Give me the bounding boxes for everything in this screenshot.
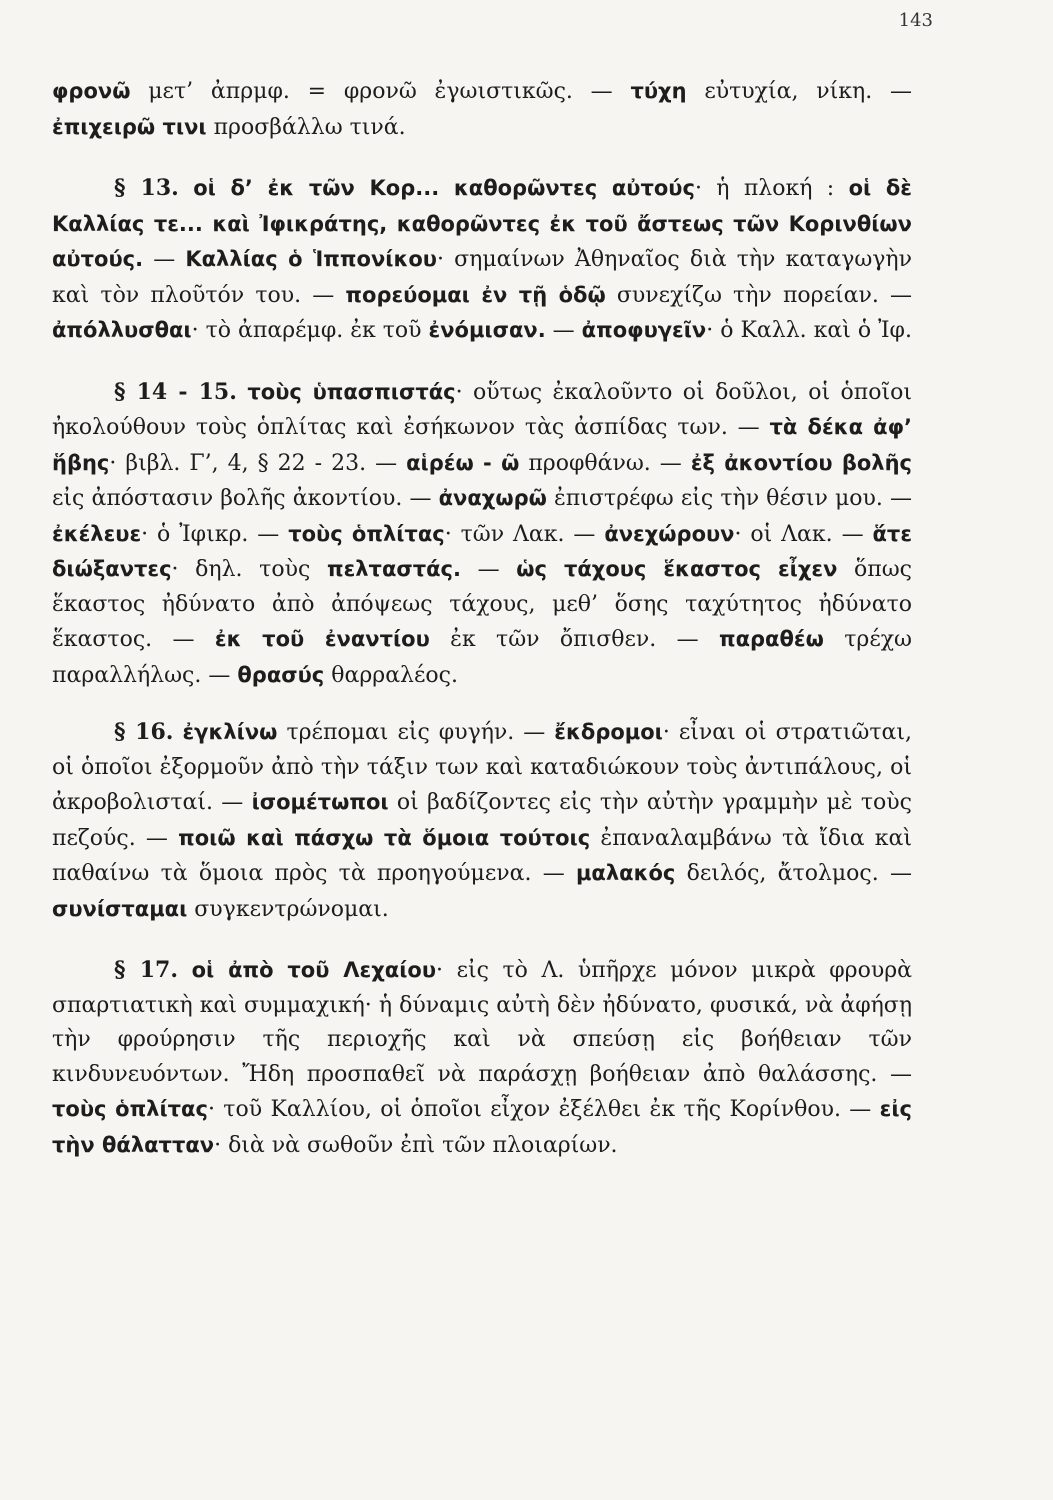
section-number: § 17. <box>114 957 179 983</box>
lemma-term: οἱ δὲ Καλλίας τε... καὶ Ἰφικράτης, καθορῶντες ἐκ τοῦ ἄστεως τῶν Κορινθίων αὐτούς. <box>52 176 912 271</box>
lemma-term: θρασύς <box>237 662 325 687</box>
gloss-text: · ὁ Ἰφικρ. — <box>141 521 289 547</box>
lemma-term: ἐκέλευε <box>52 521 142 546</box>
lemma-term: τοὺς ὁπλίτας <box>52 1097 208 1121</box>
gloss-text: · οἱ Λακ. — <box>734 521 873 547</box>
lemma-term: ἅτε διώξαντες <box>52 521 913 581</box>
lemma-term: τὰ δέκα ἀφ’ ἥβης <box>52 415 912 475</box>
lemma-term: ἀνεχώρουν <box>604 521 735 546</box>
gloss-text: μετ’ ἀπρμφ. = φρονῶ ἐγωιστικῶς. — <box>130 79 631 104</box>
lemma-term: οἱ ἀπὸ τοῦ Λεχαίου <box>191 958 437 982</box>
gloss-text: εἰς ἀπόστασιν βολῆς ἀκοντίου. — <box>52 486 439 511</box>
lemma-term: ἐπιχειρῶ τινι <box>52 114 207 139</box>
gloss-text: τρέπομαι εἰς φυγήν. — <box>277 720 555 745</box>
gloss-text: · σημαίνων Ἀθηναῖος διὰ τὴν καταγωγὴν καὶ τὸν πλοῦτόν του. — <box>52 247 912 308</box>
gloss-text: · οὕτως ἐκαλοῦντο οἱ δοῦλοι, οἱ ὁποῖοι ἠκολούθουν τοὺς ὁπλίτας καὶ ἐσήκωνον τὰς ἀσπίδας των. — <box>52 379 912 440</box>
gloss-text: ὅπως ἕκαστος ἠδύνατο ἀπὸ ἀπόψεως τάχους, μεθ’ ὅσης ταχύτητος ἠδύνατο ἕκαστος. — <box>52 557 912 652</box>
gloss-text: συγκεντρώνομαι. <box>187 896 389 922</box>
lemma-term: φρονῶ <box>52 79 131 103</box>
page-body <box>52 74 912 1163</box>
lemma-term: ἐκ τοῦ ἐναντίου <box>214 627 430 651</box>
gloss-text: οἱ βαδίζοντες εἰς τὴν αὐτὴν γραμμὴν μὲ τοὺς πεζούς. — <box>52 790 913 851</box>
gloss-text: προσβάλλω τινά. <box>206 114 406 140</box>
lemma-term: οἱ δ’ ἐκ τῶν Κορ... καθορῶντες αὐτούς <box>193 176 695 200</box>
gloss-text: · τῶν Λακ. — <box>444 521 605 547</box>
paragraph-14-15 <box>52 375 912 694</box>
gloss-text: · βιβλ. Γ’, 4, § 22 - 23. — <box>109 450 407 476</box>
lemma-term: Καλλίας ὁ Ἱππονίκου <box>185 247 437 271</box>
lemma-term: τύχη <box>630 79 687 103</box>
gloss-text: · ἡ πλοκή : <box>694 176 849 201</box>
lemma-term: ποιῶ καὶ πάσχω τὰ ὅμοια τούτοις <box>178 825 591 850</box>
gloss-text: τρέχω παραλλήλως. — <box>52 627 912 688</box>
lemma-term: μαλακός <box>575 861 676 885</box>
gloss-text: · διὰ νὰ σωθοῦν ἐπὶ τῶν πλοιαρίων. <box>214 1132 618 1158</box>
section-number: § 16. <box>114 719 174 745</box>
paragraph-13 <box>52 171 912 349</box>
lemma-term: ἐξ ἀκοντίου βολῆς <box>690 450 912 475</box>
gloss-text: εὐτυχία, νίκη. — <box>686 79 912 104</box>
lemma-term: τοὺς ὁπλίτας <box>288 521 445 546</box>
lemma-term: παραθέω <box>718 627 824 651</box>
lemma-term: ὡς τάχους ἕκαστος εἶχεν <box>516 557 838 581</box>
section-number: § 13. <box>114 175 179 201</box>
lemma-term: ἐνόμισαν. <box>428 318 546 342</box>
gloss-text: · ὁ Καλλ. καὶ ὁ Ἰφ. <box>706 318 912 343</box>
gloss-text: — <box>460 557 517 582</box>
gloss-text: · εἶναι οἱ στρατιῶται, οἱ ὁποῖοι ἐξορμοῦν ἀπὸ τὴν τάξιν των καὶ καταδιώκουν τοὺς ἀντιπάλους, οἱ ἀκροβολισταί. — <box>52 720 912 815</box>
gloss-text: · εἰς τὸ Λ. ὑπῆρχε μόνον μικρὰ φρουρὰ σπαρτιατικὴ καὶ συμμαχική· ἡ δύναμις αὐτὴ δὲν ἠδύνατο, φυσικά, νὰ ἀφήσῃ τὴν φρούρησιν τῆς περιοχῆς καὶ νὰ σπεύσῃ εἰς βοήθειαν τῶν κινδυνευόντων. Ἤδη προσπαθεῖ νὰ παράσχῃ βοήθειαν ἀπὸ θαλάσσης. — <box>52 958 912 1087</box>
gloss-text: ἐπαναλαμβάνω τὰ ἴδια καὶ παθαίνω τὰ ὅμοια πρὸς τὰ προηγούμενα. — <box>52 825 912 886</box>
paragraph-12 <box>52 74 912 145</box>
lemma-term: πελταστάς. <box>326 557 461 581</box>
gloss-text: · δηλ. τοὺς <box>171 557 327 582</box>
gloss-text: · τὸ ἀπαρέμφ. ἐκ τοῦ <box>191 318 429 343</box>
lemma-term: εἰς τὴν θάλατταν <box>52 1097 912 1157</box>
gloss-text: δειλός, ἄτολμος. — <box>675 861 912 886</box>
gloss-text: θαρραλέος. <box>324 662 458 688</box>
lemma-term: ἀποφυγεῖν <box>581 318 707 342</box>
gloss-text: · τοῦ Καλλίου, οἱ ὁποῖοι εἶχον ἐξέλθει ἐκ τῆς Κορίνθου. — <box>207 1097 880 1122</box>
paragraph-17 <box>52 953 912 1163</box>
paragraph-16 <box>52 715 912 927</box>
page-number: 143 <box>898 10 933 31</box>
lemma-term: τοὺς ὑπασπιστάς <box>247 379 456 404</box>
lemma-term: ἰσομέτωποι <box>251 790 389 814</box>
lemma-term: ἀναχωρῶ <box>438 486 547 510</box>
lemma-term: πορεύομαι ἐν τῇ ὁδῷ <box>345 282 606 307</box>
gloss-text: προφθάνω. — <box>519 450 691 476</box>
lemma-term: ἔκδρομοι <box>554 720 663 744</box>
section-number: § 14 - 15. <box>114 378 237 405</box>
lemma-term: συνίσταμαι <box>52 896 188 921</box>
gloss-text: ἐπιστρέφω εἰς τὴν θέσιν μου. — <box>546 486 912 511</box>
lemma-term: αἱρέω - ῶ <box>406 450 520 475</box>
lemma-term: ἀπόλλυσθαι <box>52 318 192 342</box>
gloss-text: ἐκ τῶν ὄπισθεν. — <box>429 627 719 652</box>
lemma-term: ἐγκλίνω <box>182 720 278 744</box>
gloss-text: — <box>545 318 582 343</box>
gloss-text: συνεχίζω τὴν πορείαν. — <box>605 282 912 308</box>
gloss-text: — <box>143 247 186 272</box>
